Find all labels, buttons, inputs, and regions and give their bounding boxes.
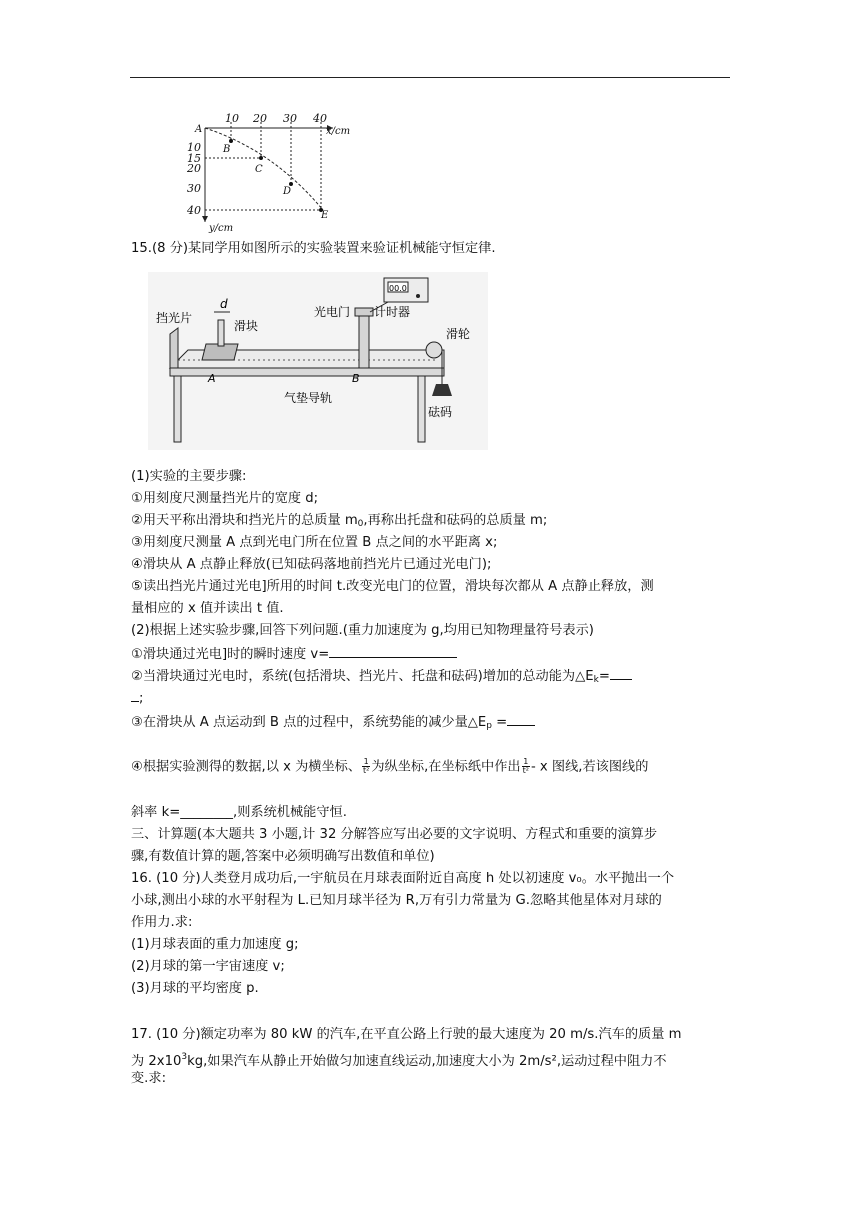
point-label: B <box>223 144 231 155</box>
point-label: A <box>195 124 203 135</box>
step2-4-slope: 斜率 k=________,则系统机械能守恒. <box>131 805 347 820</box>
q17-line2: 为 $2x10^3kg$,如果汽车从静止开始做匀加速直线运动,加速度大小为 2m/s²,运动过程中阻力不 <box>131 1052 667 1069</box>
step1-4: ④滑块从 A 点静止释放(已知砝码落地前挡光片已通过光电门); <box>131 557 492 572</box>
label-slider: 滑块 <box>234 319 259 333</box>
q16-part1: (1)月球表面的重力加速度 g; <box>131 937 299 952</box>
q16-part3: (3)月球的平均密度 p. <box>131 981 259 996</box>
label-d: d <box>220 297 228 311</box>
apparatus-figure <box>148 272 488 450</box>
q16-line3: 作用力.求: <box>131 915 193 930</box>
step2-2: ②当滑块通过光电时，系统(包括滑块、挡光片、托盘和砝码)增加的总动能为$\triangle E_k=$ <box>131 666 632 689</box>
section3-line1: 三、计算题(本大题共 3 小题,计 32 分解答应写出必要的文字说明、方程式和重要的演算步 <box>131 827 658 842</box>
q16-part2: (2)月球的第一宇宙速度 v; <box>131 959 285 974</box>
label-B: B <box>352 372 360 385</box>
answer-blank <box>131 688 139 702</box>
fraction: $\frac{1}{\text{t²}}$ <box>363 757 370 775</box>
point-label: C <box>255 164 263 175</box>
x-tick: 10 <box>225 112 239 125</box>
step1-5: ⑤读出挡光片通过光电]所用的时间 t.改变光电门的位置，滑块每次都从 A 点静止释放，测 <box>131 579 654 594</box>
q16-line1: 16. (10 分)人类登月成功后,一宇航员在月球表面附近自高度 h 处以初速度 v₀。水平抛出一个 <box>131 871 675 886</box>
label-pulley: 滑轮 <box>446 327 471 341</box>
y-tick: 30 <box>187 182 201 195</box>
header-rule <box>130 77 730 78</box>
label-weight: 砝码 <box>428 405 453 419</box>
step2-head: (2)根据上述实验步骤,回答下列问题.(重力加速度为 g,均用已知物理量符号表示) <box>131 623 594 638</box>
step1-head: (1)实验的主要步骤: <box>131 469 247 484</box>
answer-blank <box>507 712 535 726</box>
step1-5b: 量相应的 x 值并读出 t 值. <box>131 601 284 616</box>
y-axis-label: y/cm <box>209 223 234 234</box>
y-tick: 20 <box>187 162 201 175</box>
q17-line3: 变.求: <box>131 1071 167 1086</box>
point-label: E <box>321 210 329 221</box>
step1-3: ③用刻度尺测量 A 点到光电门所在位置 B 点之间的水平距离 x; <box>131 535 498 550</box>
step2-3: ③在滑块从 A 点运动到 B 点的过程中，系统势能的减少量$\triangle E_p$ = <box>131 712 535 735</box>
label-timer: 计时器 <box>374 305 411 319</box>
y-tick: 40 <box>187 204 201 217</box>
label-gate: 光电门 <box>314 305 351 319</box>
timer-display: 00.0 <box>389 284 407 293</box>
step1-2: ②用天平称出滑块和挡光片的总质量 $m_0$,再称出托盘和砝码的总质量 m; <box>131 513 548 529</box>
x-tick: 20 <box>253 112 267 125</box>
step2-2-cont: ; <box>131 688 143 708</box>
q17-line1: 17. (10 分)额定功率为 80 kW 的汽车,在平直公路上行驶的最大速度为 20 m/s.汽车的质量 m <box>131 1027 682 1042</box>
q15-title: 15.(8 分)某同学用如图所示的实验装置来验证机械能守恒定律. <box>131 241 496 256</box>
answer-blank <box>329 644 457 658</box>
step2-1: ①滑块通过光电]时的瞬时速度 v= <box>131 644 457 664</box>
label-shading: 挡光片 <box>156 311 193 325</box>
step2-4: ④根据实验测得的数据,以 x 为横坐标、 $\frac{1}{\text{t²}}$ 为纵坐标,在坐标纸中作出 $\frac{1}{\text{t²}}$ - x 图线,若该图线的 <box>131 757 649 775</box>
answer-blank <box>610 666 632 680</box>
point-label: D <box>283 186 292 197</box>
x-tick: 40 <box>313 112 327 125</box>
step1-1: ①用刻度尺测量挡光片的宽度 d; <box>131 491 319 506</box>
section3-line2: 骤,有数值计算的题,答案中必须明确写出数值和单位) <box>131 849 435 864</box>
q16-line2: 小球,测出小球的水平射程为 L.已知月球半径为 R,万有引力常量为 G.忽略其他星体对月球的 <box>131 893 662 908</box>
x-tick: 30 <box>283 112 297 125</box>
y-tick: 15 <box>187 152 201 165</box>
y-tick: 10 <box>187 141 201 154</box>
trajectory-graph <box>183 110 373 235</box>
x-axis-label: x/cm <box>326 126 351 137</box>
label-A: A <box>208 372 216 385</box>
fraction: $\frac{1}{\text{t²}}$ <box>522 757 529 775</box>
label-track: 气垫导轨 <box>284 391 333 405</box>
